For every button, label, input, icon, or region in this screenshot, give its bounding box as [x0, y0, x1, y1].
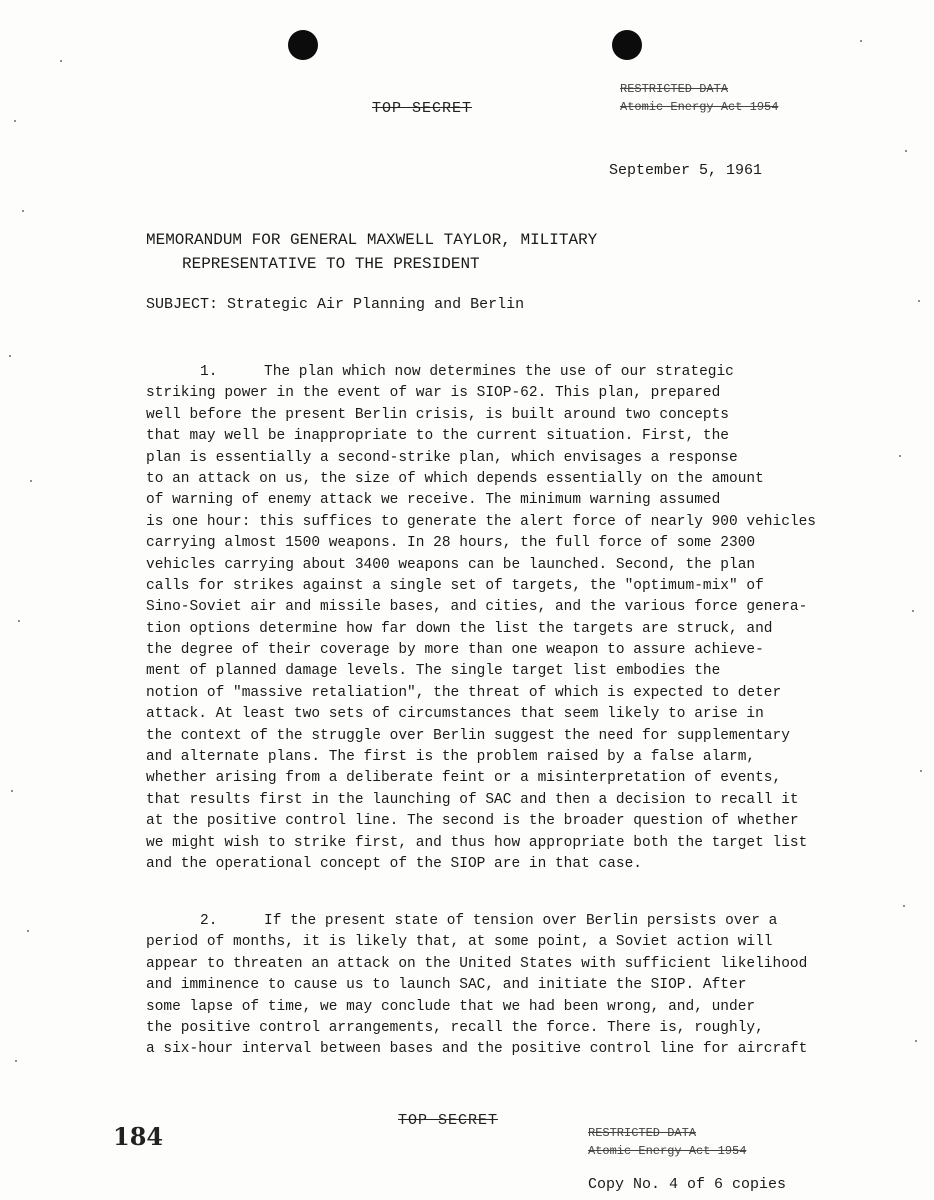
paragraph-line: 2. If the present state of tension over Berlin persists over a: [146, 911, 882, 932]
paragraph-line: striking power in the event of war is SIOP-62. This plan, prepared: [146, 385, 721, 402]
header-restricted-line2: Atomic Energy Act 1954: [620, 100, 779, 114]
paragraph-line: some lapse of time, we may conclude that we had been wrong, and, under: [146, 998, 756, 1015]
memo-title-line2: REPRESENTATIVE TO THE PRESIDENT: [182, 255, 480, 273]
paragraph-line: we might wish to strike first, and thus how appropriate both the target list: [146, 834, 808, 851]
paragraph-line: the degree of their coverage by more than one weapon to assure achieve-: [146, 642, 764, 659]
paragraph-line: the positive control arrangements, recall the force. There is, roughly,: [146, 1019, 764, 1036]
paragraph-line: and alternate plans. The first is the problem raised by a false alarm,: [146, 749, 756, 766]
paragraph-line: period of months, it is likely that, at some point, a Soviet action will: [146, 934, 773, 951]
paragraph-2: [146, 911, 882, 1061]
paragraph-line: notion of "massive retaliation", the threat of which is expected to deter: [146, 684, 782, 701]
paragraph-line: tion options determine how far down the list the targets are struck, and: [146, 620, 773, 637]
footer-restricted-line2: Atomic Energy Act 1954: [588, 1144, 747, 1158]
header-restricted-data-stamp: [620, 80, 778, 116]
paragraph-line: that may well be inappropriate to the current situation. First, the: [146, 428, 729, 445]
paragraph-line: carrying almost 1500 weapons. In 28 hours, the full force of some 2300: [146, 535, 756, 552]
paragraph-line: ment of planned damage levels. The single target list embodies the: [146, 663, 721, 680]
footer-classification: TOP SECRET: [398, 1112, 499, 1129]
page-number: 184: [113, 1122, 164, 1151]
subject-text: Strategic Air Planning and Berlin: [227, 296, 525, 313]
paragraph-number: 2.: [200, 913, 218, 929]
memo-title: [146, 228, 846, 276]
paragraph-line: attack. At least two sets of circumstances that seem likely to arise in: [146, 706, 764, 723]
paragraph-line: appear to threaten an attack on the United States with sufficient likelihood: [146, 955, 808, 972]
paragraph-line: of warning of enemy attack we receive. The minimum warning assumed: [146, 492, 721, 509]
memo-date: September 5, 1961: [609, 162, 763, 179]
paragraph-line: is one hour: this suffices to generate the alert force of nearly 900 vehicles: [146, 513, 817, 530]
paragraph-line: a six-hour interval between bases and the positive control line for aircraft: [146, 1041, 808, 1058]
memo-subject: [146, 296, 524, 313]
paragraph-line: 1. The plan which now determines the use of our strategic: [146, 362, 882, 383]
paragraph-line: Sino-Soviet air and missile bases, and cities, and the various force genera-: [146, 599, 808, 616]
punch-hole-right: [612, 30, 642, 60]
copy-number: Copy No. 4 of 6 copies: [588, 1176, 787, 1193]
footer-restricted-line1: RESTRICTED DATA: [588, 1126, 697, 1140]
header-classification: TOP SECRET: [372, 100, 473, 117]
paragraph-line: vehicles carrying about 3400 weapons can be launched. Second, the plan: [146, 556, 756, 573]
paragraph-number: 1.: [200, 364, 218, 380]
punch-hole-left: [288, 30, 318, 60]
paragraph-line: at the positive control line. The second is the broader question of whether: [146, 813, 799, 830]
paragraph-line: the context of the struggle over Berlin suggest the need for supplementary: [146, 727, 790, 744]
paragraph-line: to an attack on us, the size of which depends essentially on the amount: [146, 470, 764, 487]
paragraph-line: and imminence to cause us to launch SAC, and initiate the SIOP. After: [146, 977, 747, 994]
paragraph-line: that results first in the launching of SAC and then a decision to recall it: [146, 791, 799, 808]
subject-label: SUBJECT:: [146, 296, 219, 313]
header-restricted-line1: RESTRICTED DATA: [620, 82, 729, 96]
memo-title-line1: MEMORANDUM FOR GENERAL MAXWELL TAYLOR, MILITARY: [146, 231, 598, 249]
paragraph-line: plan is essentially a second-strike plan, which envisages a response: [146, 449, 738, 466]
paragraph-line: and the operational concept of the SIOP are in that case.: [146, 855, 642, 872]
paragraph-line: whether arising from a deliberate feint or a misinterpretation of events,: [146, 770, 782, 787]
footer-restricted-data-stamp: [588, 1124, 746, 1160]
paragraph-line: calls for strikes against a single set of targets, the "optimum-mix" of: [146, 577, 764, 594]
paragraph-1: [146, 362, 882, 875]
paragraph-line: well before the present Berlin crisis, is built around two concepts: [146, 406, 729, 423]
